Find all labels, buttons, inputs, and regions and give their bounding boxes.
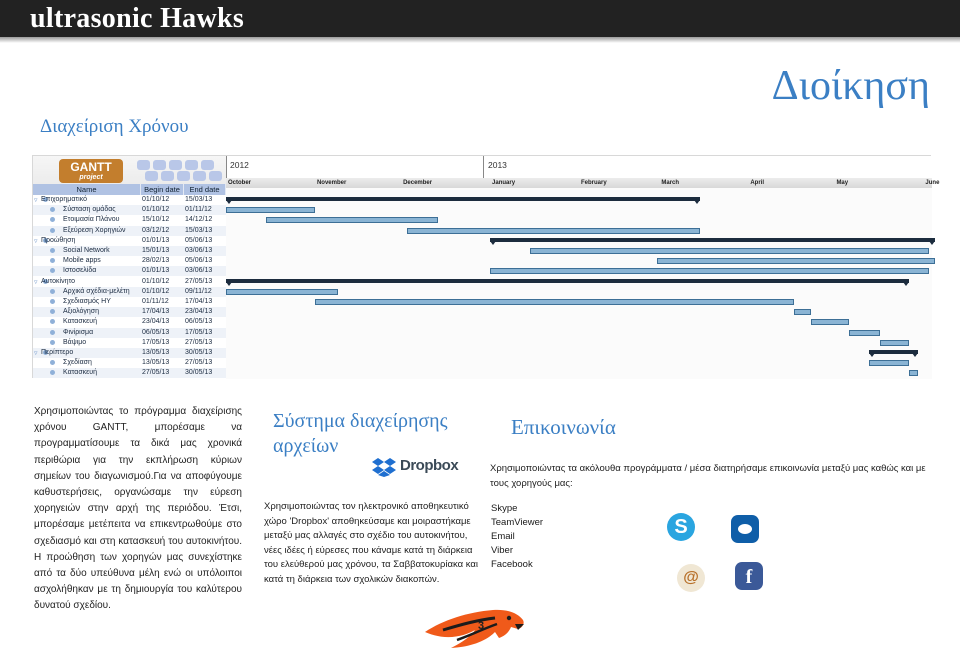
table-row[interactable] xyxy=(33,358,226,368)
task-end-date: 05/06/13 xyxy=(185,236,213,244)
task-begin-date: 01/10/12 xyxy=(142,277,170,285)
task-begin-date: 15/10/12 xyxy=(142,216,170,224)
task-bar[interactable] xyxy=(909,370,918,376)
task-name: Social Network xyxy=(63,247,110,254)
task-end-date: 27/05/13 xyxy=(185,338,213,346)
task-name: Εξεύρεση Χορηγιών xyxy=(63,226,126,234)
task-bullet-icon xyxy=(50,309,55,314)
gantt-logo-name: GANTT xyxy=(70,160,112,174)
gantt-project-logo xyxy=(59,159,123,183)
gantt-chart-screenshot xyxy=(32,155,940,378)
list-item: TeamViewer xyxy=(491,517,544,528)
task-bar[interactable] xyxy=(226,207,315,213)
task-bar[interactable] xyxy=(849,330,881,336)
list-item: Skype xyxy=(491,503,518,514)
task-bar[interactable] xyxy=(226,289,338,295)
table-row[interactable] xyxy=(33,368,226,378)
gantt-timeline xyxy=(226,156,940,379)
task-begin-date: 15/01/13 xyxy=(142,247,170,254)
task-begin-date: 17/05/13 xyxy=(142,338,170,346)
dropbox-icon xyxy=(372,457,396,477)
table-row[interactable] xyxy=(33,256,226,266)
task-name: Κατασκευή xyxy=(63,369,98,377)
task-bullet-icon xyxy=(50,330,55,335)
teamviewer-icon xyxy=(731,515,759,543)
time-management-title: Διαχείριση Χρόνου xyxy=(40,116,189,137)
file-management-title: Σύστημα διαχείρησης αρχείων xyxy=(273,410,448,457)
task-bullet-icon xyxy=(50,207,55,212)
task-bullet-icon xyxy=(50,217,55,222)
task-bullet-icon xyxy=(50,258,55,263)
task-bar[interactable] xyxy=(490,268,929,274)
month-label: April xyxy=(750,180,764,186)
page-title: Διοίκηση xyxy=(771,63,930,109)
task-begin-date: 17/04/13 xyxy=(142,308,170,316)
list-item: Viber xyxy=(491,545,514,556)
task-bullet-icon xyxy=(50,299,55,304)
task-name: Βάψιμο xyxy=(63,338,87,346)
task-bullet-icon xyxy=(50,340,55,345)
task-begin-date: 28/02/13 xyxy=(142,257,170,265)
task-end-date: 17/04/13 xyxy=(185,298,213,305)
task-name: Σχεδίαση xyxy=(63,359,92,367)
table-row[interactable] xyxy=(33,236,226,246)
task-bar[interactable] xyxy=(869,360,909,366)
table-row[interactable] xyxy=(33,338,226,348)
table-row[interactable] xyxy=(33,215,226,225)
task-end-date: 30/05/13 xyxy=(185,349,213,356)
task-end-date: 23/04/13 xyxy=(185,308,213,316)
task-bullet-icon xyxy=(50,248,55,253)
task-end-date: 05/06/13 xyxy=(185,257,213,265)
month-label: January xyxy=(492,180,516,186)
month-label: October xyxy=(228,180,252,186)
task-end-date: 06/05/13 xyxy=(185,318,213,326)
expand-icon[interactable]: ▿ xyxy=(34,197,38,204)
task-end-date: 03/06/13 xyxy=(185,247,213,254)
task-end-date: 09/11/12 xyxy=(185,287,212,295)
table-row[interactable] xyxy=(33,287,226,297)
page-number: 3 xyxy=(478,620,485,632)
list-item: Facebook xyxy=(491,559,533,570)
task-begin-date: 06/05/13 xyxy=(142,328,170,336)
column-header-name[interactable]: Name xyxy=(33,184,141,195)
table-row[interactable] xyxy=(33,266,226,276)
task-name: Κατασκευή xyxy=(63,318,98,326)
task-bar[interactable] xyxy=(794,309,811,315)
task-bar[interactable] xyxy=(811,319,848,325)
task-bullet-icon xyxy=(50,268,55,273)
task-begin-date: 01/01/13 xyxy=(142,267,170,275)
task-name: Περίπτερο xyxy=(41,349,74,356)
task-bar[interactable] xyxy=(530,248,929,254)
task-name: Mobile apps xyxy=(63,257,101,265)
task-end-date: 27/05/13 xyxy=(185,359,213,367)
table-row[interactable] xyxy=(33,317,226,327)
expand-icon[interactable]: ▿ xyxy=(34,350,38,357)
task-end-date: 30/05/13 xyxy=(185,369,213,377)
communication-text: Χρησιμοποιώντας τα ακόλουθα προγράμματα / μέσα διατηρήσαμε επικοινωνία μεταξύ μας καθώς και με τους χορηγούς μας: xyxy=(490,463,926,489)
month-label: February xyxy=(581,180,607,186)
hawk-logo-icon xyxy=(423,602,527,649)
task-name: Επιχορηματικό xyxy=(41,196,88,203)
task-end-date: 15/03/13 xyxy=(185,226,213,234)
summary-bar[interactable] xyxy=(226,197,700,201)
task-bar[interactable] xyxy=(315,299,794,305)
table-row[interactable] xyxy=(33,195,226,205)
task-begin-date: 13/05/13 xyxy=(142,349,170,356)
gantt-logo-area xyxy=(33,156,226,184)
task-end-date: 01/11/12 xyxy=(185,206,212,214)
table-row[interactable] xyxy=(33,277,226,287)
task-begin-date: 01/11/12 xyxy=(142,298,169,305)
table-row[interactable] xyxy=(33,246,226,256)
hexagon-pattern xyxy=(135,158,225,182)
communication-title: Επικοινωνία xyxy=(511,415,616,439)
task-end-date: 15/03/13 xyxy=(185,196,213,203)
gantt-logo-sub: project xyxy=(79,174,103,181)
table-row[interactable] xyxy=(33,328,226,338)
month-label: December xyxy=(403,180,433,186)
timeline-months xyxy=(226,178,940,188)
task-name: Ιστοσελίδα xyxy=(63,267,97,275)
timeline-years xyxy=(226,156,932,178)
time-management-text: Χρησιμοποιώντας το πρόγραμμα διαχείρισης χρόνου GANTT, μπορέσαμε να προγραμματίσουμε τα δικά μας χρονικά περιθώρια για την εκπλήρωση κύριων σημείων του διαγωνισμού.Για να αποφύγουμε καθυστερήσεις, οργανώσαμε την εύρεση χορηγειών στην αρχή της περιόδου. Έτσι, μπορέσαμε μετέπειτα να επικεντρωθούμε στο σχεδιασμό και στη κατασκευή του αυτοκινήτου. Η προώθηση των χορηγών μας συνεχίστηκε από τα δύο υπεύθυνα μέλη ενώ οι υπόλοιποι ασχολήθηκαν με τη δημιουργία του καλύτερου δυνατού σχεδίου. xyxy=(34,406,242,612)
task-bar[interactable] xyxy=(657,258,935,264)
task-begin-date: 01/10/12 xyxy=(142,287,170,295)
table-row[interactable] xyxy=(33,348,226,358)
expand-icon[interactable]: ▿ xyxy=(34,278,38,286)
task-name: Προώθηση xyxy=(41,236,76,244)
timeline-bars xyxy=(226,189,932,377)
task-name: Αξιολόγηση xyxy=(63,308,100,316)
site-header xyxy=(0,0,960,37)
task-begin-date: 13/05/13 xyxy=(142,359,170,367)
task-begin-date: 23/04/13 xyxy=(142,318,170,326)
table-row[interactable] xyxy=(33,297,226,307)
dropbox-wordmark: Dropbox xyxy=(400,457,459,474)
column-header-begin-date[interactable]: Begin date xyxy=(141,184,184,195)
table-row[interactable] xyxy=(33,205,226,215)
email-icon: @ xyxy=(677,564,705,592)
task-begin-date: 27/05/13 xyxy=(142,369,170,377)
list-item: Email xyxy=(491,531,515,542)
task-name: Αυτοκίνητο xyxy=(41,277,76,285)
expand-icon[interactable]: ▿ xyxy=(34,237,38,245)
facebook-icon: f xyxy=(735,562,763,590)
task-name: Ετοιμασία Πλάνου xyxy=(63,216,120,224)
task-bar[interactable] xyxy=(266,217,438,223)
task-bar[interactable] xyxy=(880,340,909,346)
summary-bar[interactable] xyxy=(226,279,909,283)
table-row[interactable] xyxy=(33,226,226,236)
task-name: Αρχικά σχέδια-μελέτη xyxy=(63,287,130,295)
task-bar[interactable] xyxy=(407,228,700,234)
task-end-date: 03/06/13 xyxy=(185,267,213,275)
task-begin-date: 01/10/12 xyxy=(142,206,170,214)
task-end-date: 14/12/12 xyxy=(185,216,213,224)
task-bullet-icon xyxy=(50,370,55,375)
skype-icon: S xyxy=(667,513,695,541)
task-name: Σχεδιασμός ΗΥ xyxy=(63,298,111,305)
task-begin-date: 01/10/12 xyxy=(142,196,170,203)
task-bullet-icon xyxy=(50,360,55,365)
dropbox-logo xyxy=(372,457,459,477)
year-label: 2012 xyxy=(230,160,249,170)
month-label: November xyxy=(316,180,347,186)
table-row[interactable] xyxy=(33,307,226,317)
task-begin-date: 03/12/12 xyxy=(142,226,170,234)
month-label: June xyxy=(925,180,940,186)
task-end-date: 27/05/13 xyxy=(185,277,213,285)
month-label: May xyxy=(836,180,849,186)
summary-bar[interactable] xyxy=(869,350,918,354)
month-label: March xyxy=(661,180,680,186)
header-shadow xyxy=(0,37,960,43)
year-label: 2013 xyxy=(488,160,507,170)
task-end-date: 17/05/13 xyxy=(185,328,213,336)
column-header-end-date[interactable]: End date xyxy=(184,184,226,195)
site-title: ultrasonic Hawks xyxy=(30,3,245,34)
task-bullet-icon xyxy=(50,289,55,294)
communication-tools-list xyxy=(491,502,543,572)
task-name: Σύσταση ομάδας xyxy=(63,206,116,214)
task-bullet-icon xyxy=(50,319,55,324)
summary-bar[interactable] xyxy=(490,238,935,242)
task-name: Φινίρισμα xyxy=(63,328,94,336)
task-bullet-icon xyxy=(50,228,55,233)
task-begin-date: 01/01/13 xyxy=(142,236,170,244)
file-management-text: Χρησιμοποιώντας τον ηλεκτρονικό αποθηκευτικό χώρο 'Dropbox' αποθηκεύσαμε και μοιραστήκαμε μεταξύ μας αλλαγές στο σχέδιο του αυτοκινήτου, νέες ιδέες ή εύρεσες που κάναμε κατά τη διάρκεια του ελεύθερού μας χρόνου, τα Σαββατοκυρίακα και κατά τη διάρκεια των σχολικών διακοπών. xyxy=(264,501,478,585)
